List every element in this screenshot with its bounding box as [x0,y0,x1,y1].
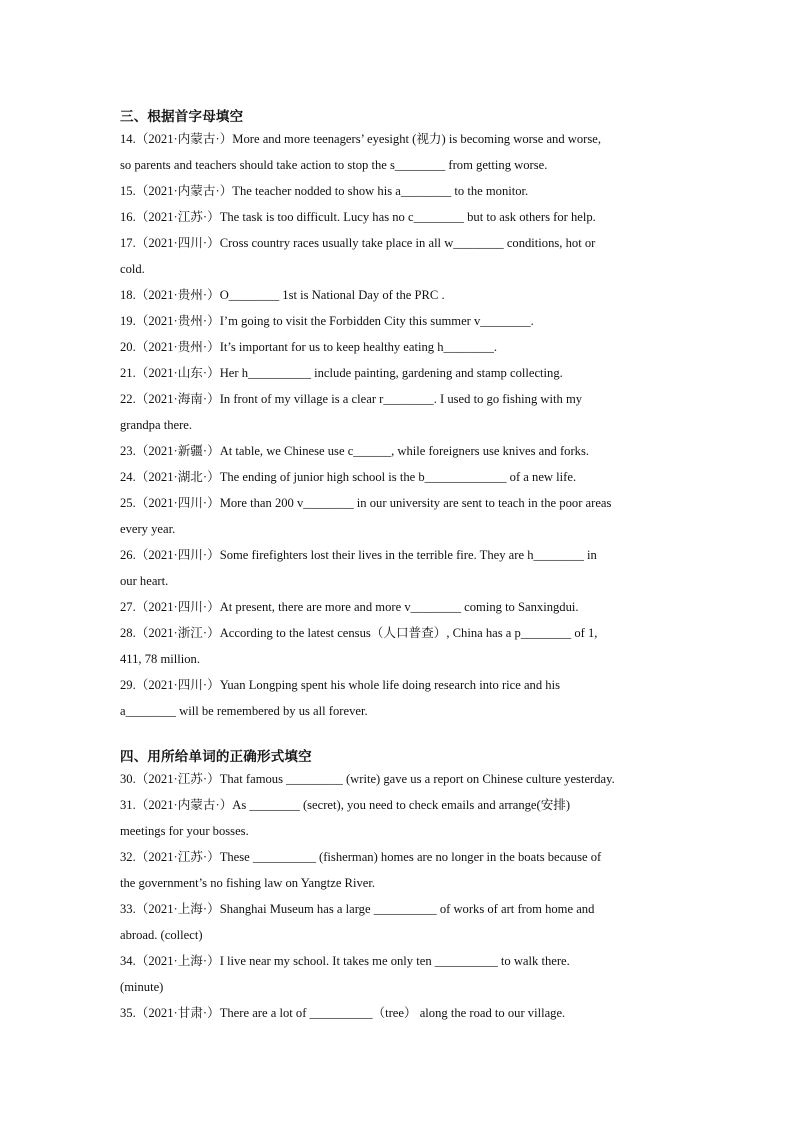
question-text: 17.（2021·四川·）Cross country races usually take place in all w________ conditions, hot or [120,236,596,250]
question-text: 35.（2021·甘肃·）There are a lot of __________（tree） along the road to our village. [120,1006,566,1020]
question-item [120,948,680,1000]
question-text: 30.（2021·江苏·）That famous _________ (write) gave us a report on Chinese culture yesterday. [120,772,615,786]
question-text-continued: every year. [120,522,176,536]
question-item [120,672,680,724]
question-text: 19.（2021·贵州·）I’m going to visit the Forbidden City this summer v________. [120,314,534,328]
question-text: 18.（2021·贵州·）O________ 1st is National Day of the PRC . [120,288,445,302]
section-3-heading [120,108,243,126]
question-text: 16.（2021·江苏·）The task is too difficult. Lucy has no c________ but to ask others for help. [120,210,596,224]
question-text: 21.（2021·山东·）Her h__________ include painting, gardening and stamp collecting. [120,366,563,380]
question-item [120,230,680,282]
question-item [120,766,680,792]
question-item [120,282,680,308]
question-item [120,620,680,672]
section-title: 三、根据首字母填空 [120,109,244,125]
question-text-continued: 411, 78 million. [120,652,200,666]
question-item [120,126,680,178]
question-text-continued: so parents and teachers should take action to stop the s________ from getting worse. [120,158,548,172]
question-text-continued: abroad. (collect) [120,928,203,942]
question-text: 15.（2021·内蒙古·）The teacher nodded to show his a________ to the monitor. [120,184,529,198]
question-item [120,334,680,360]
question-item [120,204,680,230]
question-text-continued: meetings for your bosses. [120,824,249,838]
question-text: 26.（2021·四川·）Some firefighters lost their lives in the terrible fire. They are h________ in [120,548,597,562]
question-item [120,308,680,334]
question-item [120,438,680,464]
question-list-section-3 [120,126,680,724]
question-item [120,542,680,594]
question-item [120,594,680,620]
question-item [120,1000,680,1026]
question-item [120,386,680,438]
question-text: 24.（2021·湖北·）The ending of junior high school is the b_____________ of a new life. [120,470,577,484]
question-text-continued: cold. [120,262,145,276]
question-text-continued: (minute) [120,980,164,994]
question-text: 28.（2021·浙江·）According to the latest census（人口普查）, China has a p________ of 1, [120,626,598,640]
question-item [120,490,680,542]
question-item [120,792,680,844]
question-text: 32.（2021·江苏·）These __________ (fisherman) homes are no longer in the boats because of [120,850,602,864]
question-list-section-4 [120,766,680,1026]
question-text: 33.（2021·上海·）Shanghai Museum has a large __________ of works of art from home and [120,902,595,916]
question-item [120,178,680,204]
question-text: 27.（2021·四川·）At present, there are more and more v________ coming to Sanxingdui. [120,600,579,614]
question-item [120,844,680,896]
question-text: 31.（2021·内蒙古·）As ________ (secret), you need to check emails and arrange(安排) [120,798,571,812]
question-text: 23.（2021·新疆·）At table, we Chinese use c______, while foreigners use knives and forks. [120,444,590,458]
question-text-continued: grandpa there. [120,418,193,432]
question-text-continued: the government’s no fishing law on Yangtze River. [120,876,375,890]
question-text: 22.（2021·海南·）In front of my village is a clear r________. I used to go fishing with my [120,392,583,406]
question-text: 34.（2021·上海·）I live near my school. It takes me only ten __________ to walk there. [120,954,570,968]
question-text: 20.（2021·贵州·）It’s important for us to keep healthy eating h________. [120,340,498,354]
question-item [120,360,680,386]
section-4-heading [120,748,312,766]
question-text-continued: a________ will be remembered by us all forever. [120,704,368,718]
question-text: 14.（2021·内蒙古·）More and more teenagers’ eyesight (视力) is becoming worse and worse, [120,132,602,146]
question-item [120,464,680,490]
question-text: 29.（2021·四川·）Yuan Longping spent his whole life doing research into rice and his [120,678,560,692]
question-item [120,896,680,948]
section-title: 四、用所给单词的正确形式填空 [120,749,312,765]
question-text-continued: our heart. [120,574,169,588]
question-text: 25.（2021·四川·）More than 200 v________ in our university are sent to teach in the poor areas [120,496,612,510]
